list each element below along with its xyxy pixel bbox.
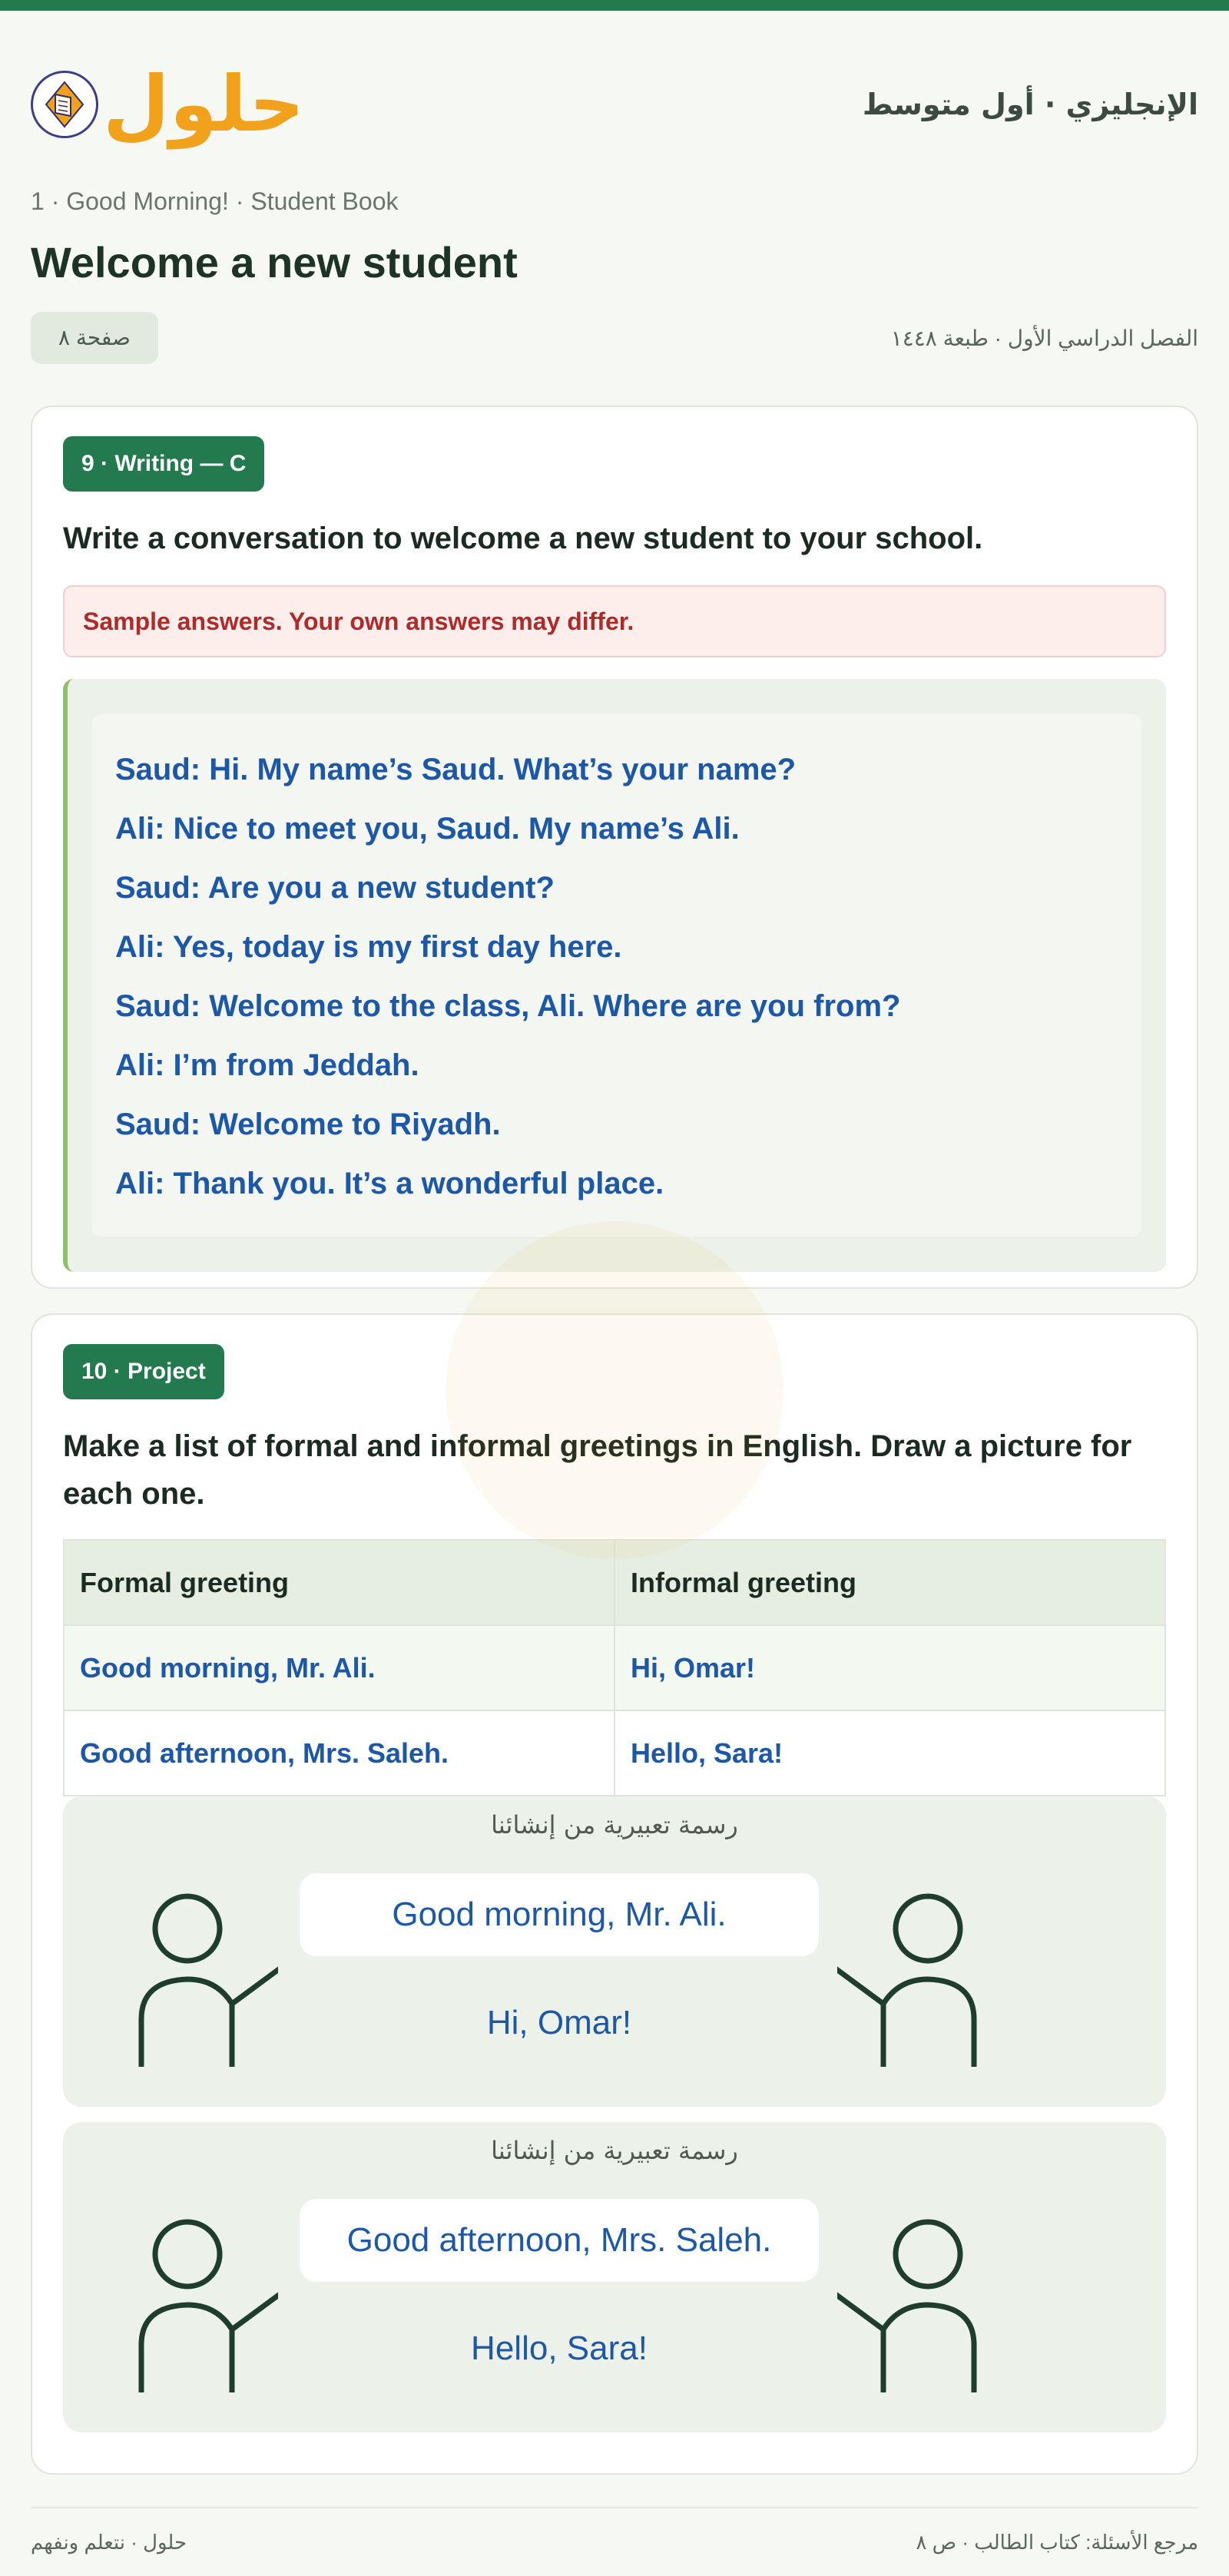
footer [31,2507,1198,2576]
column-header-formal: Formal greeting [64,1540,614,1625]
meta-row [31,310,1198,366]
person-left-icon [124,2214,278,2406]
speech-bubble: Good afternoon, Mrs. Saleh. [300,2199,819,2282]
header [31,11,1198,164]
sample-answer-note: Sample answers. Your own answers may differ. [63,585,1166,657]
person-right-icon [837,1889,991,2081]
breadcrumb: 1 · Good Morning! · Student Book [31,187,399,215]
reply-text: Hello, Sara! [471,2329,648,2367]
table-cell: Hi, Omar! [614,1625,1165,1710]
logo-wordmark: حلول [103,59,305,149]
exercise-question: Make a list of formal and informal greetings in English. Draw a picture for each one. [63,1429,1132,1511]
exercise-10-card [31,1313,1198,2475]
table-cell: Good morning, Mr. Ali. [64,1625,614,1710]
page [31,11,1198,2576]
dialogue-line: Ali: Nice to meet you, Saud. My name’s Ali. [115,812,740,846]
subject-title: الإنجليزي · أول متوسط [862,88,1198,121]
top-accent-bar [0,0,1229,11]
speech-bubble: Good morning, Mr. Ali. [300,1873,819,1956]
person-right-icon [837,2214,991,2406]
greeting-illustration [63,2122,1166,2432]
dialogue-line: Saud: Welcome to Riyadh. [115,1108,501,1141]
site-logo[interactable] [31,58,304,151]
exercise-tag: 10 · Project [63,1344,224,1399]
reply-text: Hi, Omar! [486,2004,632,2041]
table-row [64,1710,1165,1796]
page-number-badge: صفحة ٨ [31,312,158,364]
dialogue-line: Ali: Yes, today is my first day here. [115,930,622,964]
column-header-informal: Informal greeting [614,1540,1165,1625]
exercise-9-card [31,406,1198,1289]
person-left-icon [124,1889,278,2081]
table-row [64,1625,1165,1710]
illustration-caption: رسمة تعبيرية من إنشائنا [491,2136,738,2165]
dialogue-line: Ali: Thank you. It’s a wonderful place. [115,1167,664,1200]
table-cell: Good afternoon, Mrs. Saleh. [64,1710,614,1796]
greeting-illustration [63,1796,1166,2107]
illustration-caption: رسمة تعبيرية من إنشائنا [491,1810,738,1839]
dialogue-line: Saud: Are you a new student? [115,871,555,905]
greetings-table [63,1539,1166,1796]
exercise-tag: 9 · Writing — C [63,436,264,492]
dialogue-line: Saud: Hi. My name’s Saud. What’s your name? [115,753,797,786]
dialogue-line: Saud: Welcome to the class, Ali. Where are you from? [115,989,901,1023]
table-cell: Hello, Sara! [614,1710,1165,1796]
table-header-row [64,1540,1165,1625]
dialogue-box [63,679,1166,1272]
footer-reference: مرجع الأسئلة: كتاب الطالب · ص ٨ [916,2530,1198,2554]
page-title: Welcome a new student [31,238,518,286]
logo-book-icon [31,71,98,138]
exercise-question: Write a conversation to welcome a new student to your school. [63,521,983,555]
dialogue-line: Ali: I’m from Jeddah. [115,1048,419,1082]
term-edition: الفصل الدراسي الأول · طبعة ١٤٤٨ [890,326,1198,350]
footer-tagline: حلول · نتعلم ونفهم [31,2530,187,2554]
dialogue-answer [92,714,1141,1237]
